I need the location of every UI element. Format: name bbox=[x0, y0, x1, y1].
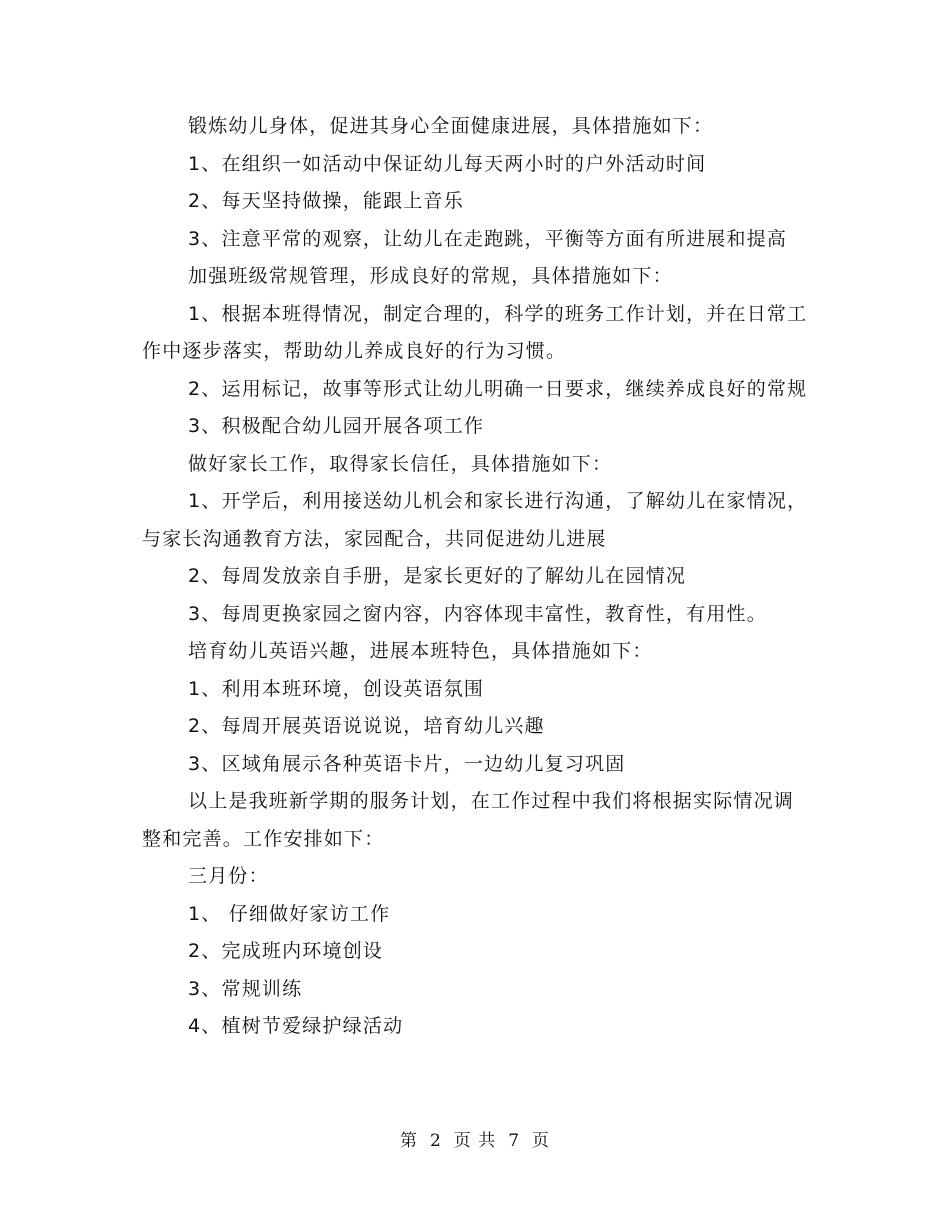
paragraph: 三月份： bbox=[188, 865, 269, 887]
paragraph: 2、完成班内环境创设 bbox=[188, 940, 384, 962]
paragraph: 做好家长工作，取得家长信任，具体措施如下： bbox=[188, 452, 613, 475]
paragraph: 2、运用标记，故事等形式让幼儿明确一日要求，继续养成良好的常规 bbox=[188, 377, 808, 400]
footer-suffix: 页 bbox=[532, 1131, 551, 1151]
paragraph: 锻炼幼儿身体，促进其身心全面健康进展，具体措施如下： bbox=[188, 115, 714, 137]
footer-prefix: 第 bbox=[399, 1131, 418, 1151]
paragraph: 2、每周发放亲自手册，是家长更好的了解幼儿在园情况 bbox=[188, 565, 687, 587]
paragraph: 3、积极配合幼儿园开展各项工作 bbox=[188, 415, 485, 437]
paragraph: 3、常规训练 bbox=[188, 977, 303, 1000]
paragraph: 1、开学后，利用接送幼儿机会和家长进行沟通，了解幼儿在家情况，与家长沟通教育方法，家园配合，共同促进幼儿进展 bbox=[142, 490, 808, 550]
total-page-number: 7 bbox=[508, 1131, 521, 1151]
document-body bbox=[142, 108, 810, 1046]
paragraph: 2、每天坚持做操，能跟上音乐 bbox=[188, 190, 464, 212]
paragraph: 1、在组织一如活动中保证幼儿每天两小时的户外活动时间 bbox=[188, 152, 707, 175]
paragraph: 3、每周更换家园之窗内容，内容体现丰富性，教育性，有用性。 bbox=[188, 602, 767, 625]
paragraph: 1、利用本班环境，创设英语氛围 bbox=[188, 677, 485, 700]
paragraph: 培育幼儿英语兴趣，进展本班特色，具体措施如下： bbox=[188, 640, 653, 662]
paragraph: 加强班级常规管理，形成良好的常规，具体措施如下： bbox=[188, 265, 673, 287]
footer-middle: 页 共 bbox=[453, 1131, 497, 1151]
paragraph: 3、区域角展示各种英语卡片，一边幼儿复习巩固 bbox=[188, 752, 626, 775]
page-number-footer bbox=[0, 1126, 950, 1151]
current-page-number: 2 bbox=[429, 1131, 442, 1151]
paragraph: 3、注意平常的观察，让幼儿在走跑跳，平衡等方面有所进展和提高 bbox=[188, 227, 788, 250]
paragraph: 2、每周开展英语说说说，培育幼儿兴趣 bbox=[188, 715, 545, 737]
paragraph: 以上是我班新学期的服务计划，在工作过程中我们将根据实际情况调整和完善。工作安排如下： bbox=[142, 790, 795, 850]
paragraph: 1、根据本班得情况，制定合理的，科学的班务工作计划，并在日常工作中逐步落实，帮助幼儿养成良好的行为习惯。 bbox=[142, 302, 808, 362]
paragraph: 4、植树节爱绿护绿活动 bbox=[188, 1015, 404, 1037]
paragraph: 1、 仔细做好家访工作 bbox=[188, 902, 391, 925]
